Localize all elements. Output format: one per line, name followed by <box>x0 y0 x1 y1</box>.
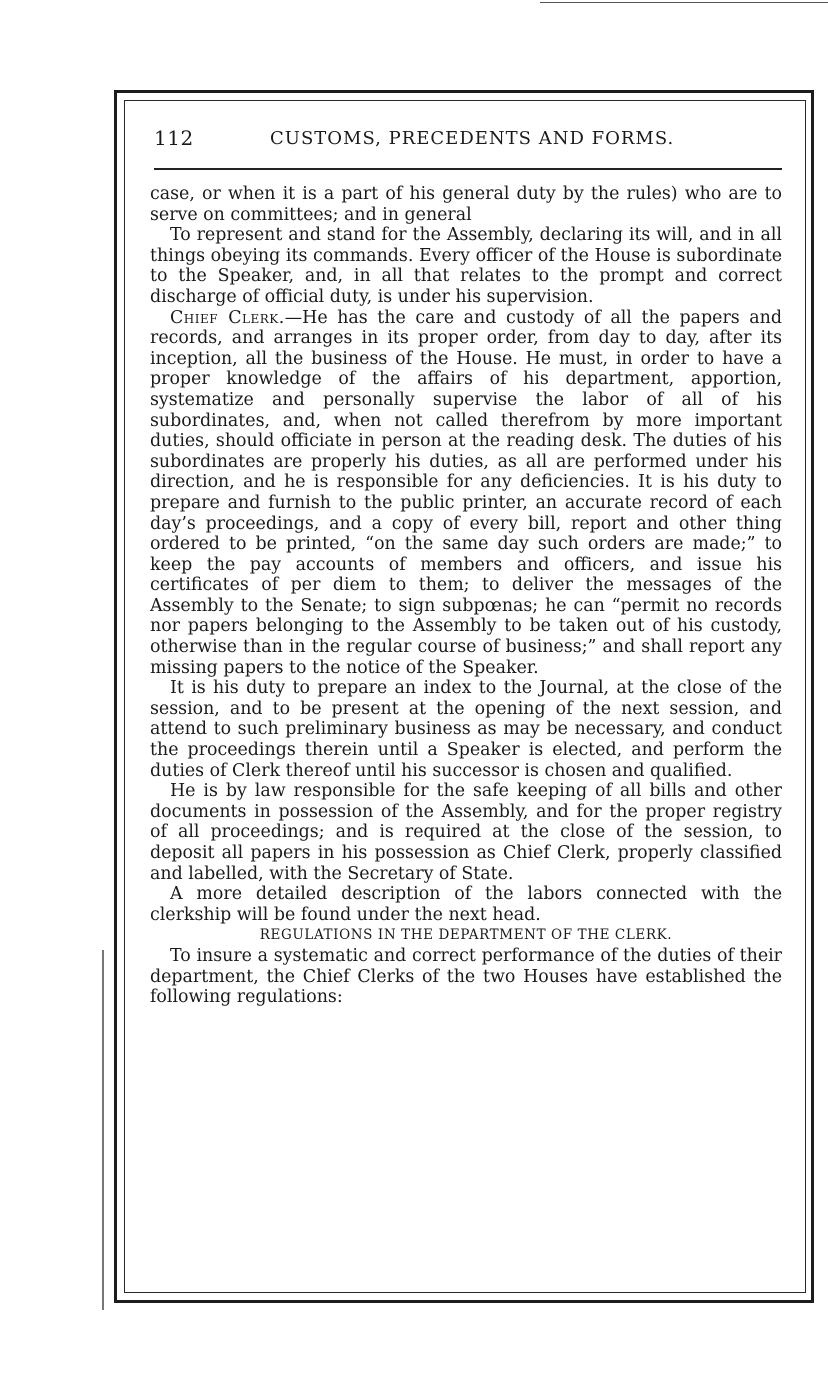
section-heading: REGULATIONS IN THE DEPARTMENT OF THE CLERK. <box>259 927 673 944</box>
paragraph-safe-keeping: He is by law responsible for the safe keeping of all bills and other documents in possession of the Assembly, and for the proper registry of all proceedings; and is required at the close of the session, to deposit all papers in his possession as Chief Clerk, properly classified and labelled, with the Secretary of State. <box>150 781 782 884</box>
paragraph-regulations-intro: To insure a systematic and correct performance of the duties of their department, the Chief Clerks of the two Houses have established the following regulations: <box>150 945 782 1008</box>
paragraph-continued: case, or when it is a part of his general duty by the rules) who are to serve on committees; and in general <box>150 184 782 225</box>
margin-rule <box>102 950 104 1310</box>
running-title: CUSTOMS, PRECEDENTS AND FORMS. <box>270 128 675 149</box>
paragraph-represent-assembly: To represent and stand for the Assembly, declaring its will, and in all things obeying its commands. Every officer of the House is subordinate to the Speaker, and, in all that relates to the prompt and correct discharge of official duty, is under his supervision. <box>150 225 782 307</box>
paragraph-detailed-description: A more detailed description of the labors connected with the clerkship will be found under the next head. <box>150 884 782 925</box>
page-number: 112 <box>154 126 194 150</box>
paragraph-chief-clerk <box>150 308 782 679</box>
body-text <box>150 184 782 1008</box>
page-header <box>146 118 784 158</box>
book-page <box>146 118 784 1008</box>
chief-clerk-body: —He has the care and custody of all the papers and records, and arranges in its proper order, from day to day, after its inception, all the business of the House. He must, in order to have a proper knowledge of the affairs of his department, apportion, systematize and personally supervise the labor of all of his subordinates, and, when not called therefrom by more important duties, should officiate in person at the reading desk. The duties of his subordinates are properly his duties, as all are performed under his direction, and he is responsible for any deficiencies. It is his duty to prepare and furnish to the public printer, an accurate record of each day’s proceedings, and a copy of every bill, report and other thing ordered to be printed, “on the same day such orders are made;” to keep the pay accounts of members and officers, and issue his certificates of per diem to them; to deliver the messages of the Assembly to the Senate; to sign subpœnas; he can “permit no records nor papers belonging to the Assembly to be taken out of his custody, otherwise than in the regular course of business;” and shall report any missing papers to the notice of the Speaker. <box>150 307 782 678</box>
header-rule <box>154 168 782 170</box>
paragraph-index-duty: It is his duty to prepare an index to the Journal, at the close of the session, and to be present at the opening of the next session, and attend to such preliminary business as may be necessary, and conduct the proceedings therein until a Speaker is elected, and perform the duties of Clerk thereof until his successor is chosen and qualified. <box>150 678 782 781</box>
chief-clerk-lead: Chief Clerk. <box>170 307 285 328</box>
top-edge-rule <box>540 2 828 3</box>
